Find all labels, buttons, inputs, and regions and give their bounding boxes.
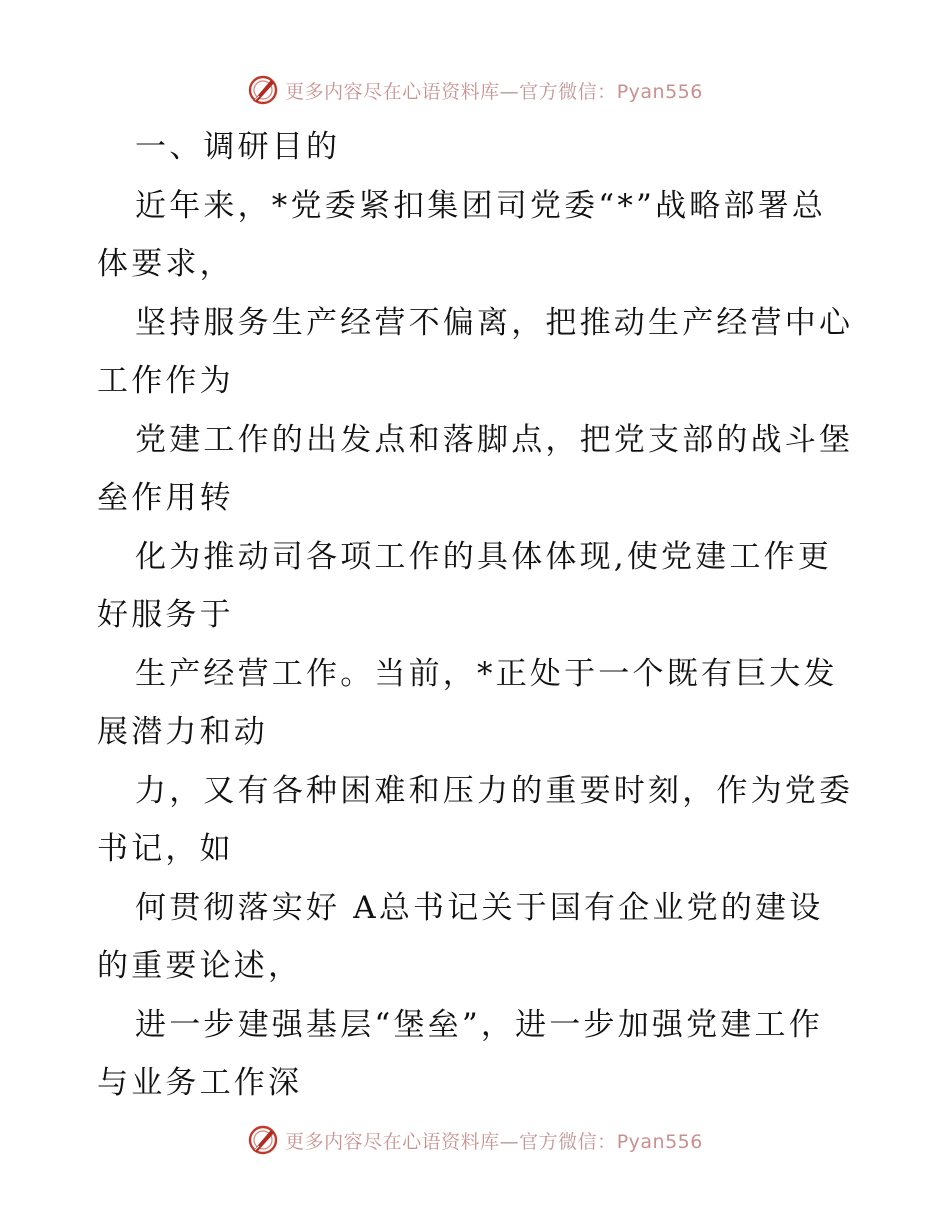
paragraph-line: 何贯彻落实好 A总书记关于国有企业党的建设 <box>135 889 824 926</box>
paragraph-line: 工作作为 <box>97 363 234 399</box>
paragraph-line: 体要求， <box>97 246 234 282</box>
paragraph-line: 进一步建强基层“堡垒”，进一步加强党建工作 <box>135 1006 823 1043</box>
paragraph-line: 与业务工作深 <box>97 1065 303 1101</box>
paragraph-line: 的重要论述， <box>97 948 303 984</box>
footer-watermark <box>0 1120 950 1160</box>
section-heading: 一、调研目的 <box>135 129 341 165</box>
paragraph-line: 化为推动司各项工作的具体体现,使党建工作更 <box>135 538 833 575</box>
document-body <box>97 118 857 1113</box>
paragraph-line: 书记，如 <box>97 831 234 867</box>
paragraph-line: 生产经营工作。当前，*正处于一个既有巨大发 <box>135 655 838 692</box>
header-watermark-text <box>285 77 703 104</box>
paragraph-line: 好服务于 <box>97 597 234 633</box>
paragraph-line: 坚持服务生产经营不偏离，把推动生产经营中心 <box>135 304 854 341</box>
footer-site-name: 更多内容尽在心语资料库 <box>285 1130 500 1153</box>
paragraph-line: 近年来，*党委紧扣集团司党委“*”战略部署总 <box>135 187 827 224</box>
footer-separator: — <box>499 1130 520 1153</box>
footer-wechat-id: Pyan556 <box>616 1130 703 1153</box>
header-wechat-label: 官方微信： <box>519 80 617 103</box>
paragraph-line: 展潜力和动 <box>97 714 268 750</box>
paragraph-line: 力，又有各种困难和压力的重要时刻，作为党委 <box>135 772 854 809</box>
paragraph-line: 党建工作的出发点和落脚点，把党支部的战斗堡 <box>135 421 854 458</box>
header-wechat-id: Pyan556 <box>616 80 703 103</box>
header-watermark <box>0 70 950 110</box>
quill-pen-logo-icon <box>247 1124 279 1156</box>
header-separator: — <box>499 80 520 103</box>
footer-watermark-text <box>285 1127 703 1154</box>
footer-wechat-label: 官方微信： <box>519 1130 617 1153</box>
quill-pen-logo-icon <box>247 74 279 106</box>
paragraph-line: 垒作用转 <box>97 480 234 516</box>
header-site-name: 更多内容尽在心语资料库 <box>285 80 500 103</box>
